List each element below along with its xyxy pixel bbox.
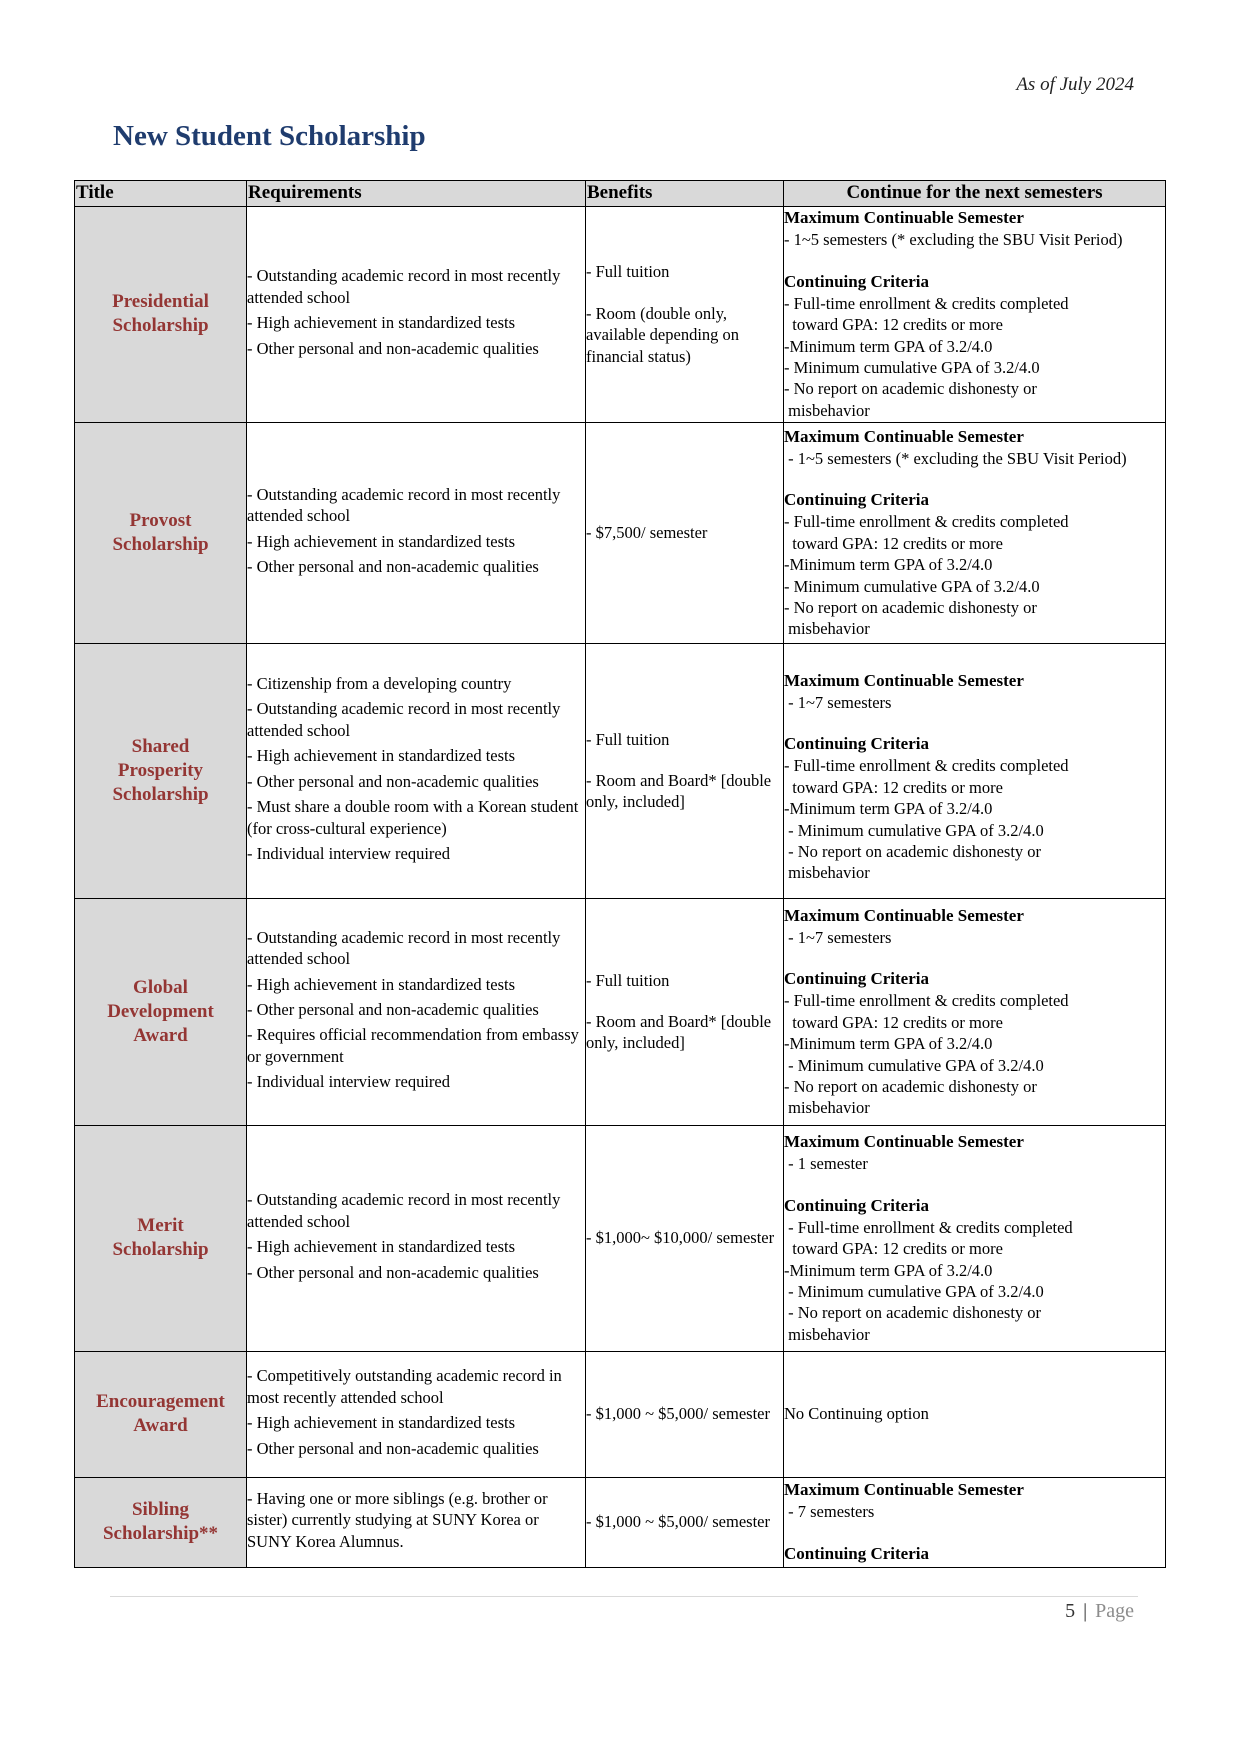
requirement-item: - Outstanding academic record in most recently attended school <box>247 484 561 526</box>
continue-heading: Continuing Criteria <box>784 1543 929 1563</box>
requirement-item: - Other personal and non-academic qualities <box>247 1262 539 1282</box>
continue-item: - 1~5 semesters (* excluding the SBU Visit Period) <box>784 230 1123 250</box>
footer-divider <box>110 1596 1138 1597</box>
continue-cell <box>784 206 1166 422</box>
title-line: Shared <box>131 736 190 758</box>
continue-heading: Continuing Criteria <box>784 734 929 754</box>
continue-item: - Minimum cumulative GPA of 3.2/4.0 <box>784 358 1040 377</box>
title-line: Scholarship <box>112 1239 209 1261</box>
continue-heading: Maximum Continuable Semester <box>784 426 1024 446</box>
title-line: Scholarship <box>112 533 209 555</box>
requirement-item: - High achievement in standardized tests <box>247 531 516 551</box>
continue-item: -Minimum term GPA of 3.2/4.0 <box>784 1260 993 1280</box>
continue-item: -Minimum term GPA of 3.2/4.0 <box>784 336 993 356</box>
spacer <box>784 251 1165 271</box>
continue-heading: Maximum Continuable Semester <box>784 905 1024 925</box>
spacer <box>586 750 783 770</box>
requirements-cell <box>247 898 586 1125</box>
continue-item: - Minimum cumulative GPA of 3.2/4.0 <box>784 576 1040 596</box>
spacer <box>784 948 1165 968</box>
benefit-item: - $1,000~ $10,000/ semester <box>586 1228 775 1248</box>
requirement-item: - High achievement in standardized tests <box>247 746 516 766</box>
continue-item: - 7 semesters <box>784 1502 875 1522</box>
continue-cell <box>784 1351 1166 1477</box>
as-of-date: As of July 2024 <box>1016 74 1134 95</box>
table-row <box>75 898 1166 1125</box>
table-row <box>75 1477 1166 1567</box>
title-line: Award <box>133 1415 188 1437</box>
continue-heading: Maximum Continuable Semester <box>784 1480 1024 1500</box>
continue-item: - Minimum cumulative GPA of 3.2/4.0 <box>784 1055 1044 1075</box>
requirement-item: - Other personal and non-academic qualities <box>247 999 539 1019</box>
benefit-item: - $1,000 ~ $5,000/ semester <box>586 1404 770 1424</box>
requirement-item: - High achievement in standardized tests <box>247 313 516 333</box>
benefits-cell <box>586 1477 784 1567</box>
page-title: New Student Scholarship <box>113 120 426 152</box>
title-line: Award <box>133 1024 188 1046</box>
benefits-cell <box>586 1351 784 1477</box>
title-line: Scholarship <box>112 315 209 337</box>
requirements-cell <box>247 1125 586 1351</box>
continue-item: misbehavior <box>784 1324 870 1344</box>
benefit-item: - Full tuition <box>586 970 670 990</box>
continue-cell <box>784 643 1166 898</box>
requirement-item: - Other personal and non-academic qualities <box>247 338 539 358</box>
continue-heading: Maximum Continuable Semester <box>784 1132 1024 1152</box>
requirement-item: - High achievement in standardized tests <box>247 1237 516 1257</box>
continue-heading: Maximum Continuable Semester <box>784 208 1024 228</box>
title-line: Merit <box>137 1215 184 1237</box>
spacer <box>784 1175 1165 1195</box>
continue-item: - Minimum cumulative GPA of 3.2/4.0 <box>784 820 1044 840</box>
title-line: Global <box>133 977 188 999</box>
continue-item: - Full-time enrollment & credits completed <box>784 991 1069 1011</box>
continue-item: - 1~7 semesters <box>784 692 892 712</box>
continue-item: -Minimum term GPA of 3.2/4.0 <box>784 1034 993 1054</box>
title-line: Development <box>107 1000 214 1022</box>
scholarship-title <box>75 1125 247 1351</box>
requirements-cell <box>247 643 586 898</box>
table-row <box>75 643 1166 898</box>
continue-item: misbehavior <box>784 400 870 420</box>
title-line: Encouragement <box>96 1391 225 1413</box>
benefit-item: - Full tuition <box>586 729 670 749</box>
title-line: Provost <box>129 509 192 531</box>
requirement-item: - Other personal and non-academic qualities <box>247 557 539 577</box>
continue-cell <box>784 1125 1166 1351</box>
title-line: Scholarship** <box>102 1523 219 1545</box>
requirement-item: - Must share a double room with a Korean student (for cross-cultural experience) <box>247 797 579 838</box>
requirement-item: - Other personal and non-academic qualities <box>247 1438 539 1458</box>
scholarship-title <box>75 206 247 422</box>
continue-item: - Full-time enrollment & credits completed <box>784 512 1069 532</box>
scholarship-table <box>74 180 1166 1568</box>
continue-item: - Full-time enrollment & credits completed <box>784 1217 1073 1237</box>
title-line: Prosperity <box>117 759 204 781</box>
continue-heading: Continuing Criteria <box>784 490 929 510</box>
continue-item: - No report on academic dishonesty or <box>784 379 1037 399</box>
continue-item: - Full-time enrollment & credits completed <box>784 293 1069 313</box>
requirement-item: - Individual interview required <box>247 844 450 863</box>
continue-heading: Continuing Criteria <box>784 1195 929 1215</box>
scholarship-title <box>75 422 247 643</box>
benefits-cell <box>586 1125 784 1351</box>
title-line: Scholarship <box>112 783 209 805</box>
requirements-cell <box>247 422 586 643</box>
requirements-cell <box>247 206 586 422</box>
scholarship-title <box>75 1351 247 1477</box>
page-label: Page <box>1095 1600 1134 1622</box>
requirement-item: - High achievement in standardized tests <box>247 1413 516 1433</box>
continue-item: - 1~5 semesters (* excluding the SBU Visit Period) <box>784 448 1127 468</box>
continue-item: misbehavior <box>784 619 870 639</box>
requirement-item: - Outstanding academic record in most recently attended school <box>247 927 561 969</box>
requirement-item: - Other personal and non-academic qualities <box>247 771 539 791</box>
continue-item: No Continuing option <box>784 1404 929 1424</box>
continue-cell <box>784 898 1166 1125</box>
continue-cell <box>784 1477 1166 1567</box>
continue-item: toward GPA: 12 credits or more <box>784 533 1003 553</box>
requirement-item: - Competitively outstanding academic record in most recently attended school <box>247 1366 562 1407</box>
requirements-cell <box>247 1351 586 1477</box>
continue-cell <box>784 422 1166 643</box>
scholarship-title <box>75 643 247 898</box>
spacer <box>586 283 783 303</box>
benefits-cell <box>586 898 784 1125</box>
continue-item: -Minimum term GPA of 3.2/4.0 <box>784 799 993 819</box>
continue-item: - No report on academic dishonesty or <box>784 1076 1037 1096</box>
title-line: Sibling <box>131 1499 190 1521</box>
benefits-cell <box>586 422 784 643</box>
requirement-item: - Individual interview required <box>247 1072 450 1092</box>
table-row <box>75 206 1166 422</box>
spacer <box>784 713 1165 733</box>
continue-item: - No report on academic dishonesty or <box>784 597 1037 617</box>
scholarship-title <box>75 898 247 1125</box>
benefit-item: - $7,500/ semester <box>586 522 708 542</box>
requirement-item: - Outstanding academic record in most recently attended school <box>247 266 561 307</box>
continue-heading: Continuing Criteria <box>784 271 929 291</box>
requirements-cell <box>247 1477 586 1567</box>
benefit-item: - Room and Board* [double only, included] <box>586 770 772 812</box>
continue-item: - Minimum cumulative GPA of 3.2/4.0 <box>784 1282 1044 1301</box>
title-line: Presidential <box>112 291 209 313</box>
page-number: 5 <box>1065 1600 1076 1622</box>
continue-item: -Minimum term GPA of 3.2/4.0 <box>784 555 993 575</box>
header-requirements: Requirements <box>247 181 586 207</box>
continue-item: misbehavior <box>784 863 870 883</box>
continue-heading: Continuing Criteria <box>784 969 929 989</box>
table-row <box>75 1351 1166 1477</box>
table-row <box>75 422 1166 643</box>
requirement-item: - Citizenship from a developing country <box>247 673 512 693</box>
benefit-item: - $1,000 ~ $5,000/ semester <box>586 1512 770 1532</box>
continue-item: toward GPA: 12 credits or more <box>784 1012 1003 1032</box>
spacer <box>586 991 783 1011</box>
requirement-item: - Outstanding academic record in most recently attended school <box>247 1190 561 1231</box>
continue-item: - 1~7 semesters <box>784 927 892 947</box>
continue-heading: Maximum Continuable Semester <box>784 670 1024 690</box>
header-continue: Continue for the next semesters <box>784 181 1166 207</box>
requirement-item: - Requires official recommendation from embassy or government <box>247 1025 579 1066</box>
table-row <box>75 1125 1166 1351</box>
continue-item: toward GPA: 12 credits or more <box>784 1239 1003 1259</box>
header-benefits: Benefits <box>586 181 784 207</box>
requirement-item: - Having one or more siblings (e.g. brother or sister) currently studying at SUNY Korea or SUNY Korea Alumnus. <box>247 1489 548 1551</box>
table-header-row <box>75 181 1166 207</box>
benefit-item: - Full tuition <box>586 262 670 282</box>
benefit-item: - Room and Board* [double only, included] <box>586 1011 772 1053</box>
scholarship-title <box>75 1477 247 1567</box>
benefits-cell <box>586 206 784 422</box>
header-title: Title <box>75 181 247 207</box>
spacer <box>784 469 1165 489</box>
requirement-item: - High achievement in standardized tests <box>247 974 516 994</box>
spacer <box>784 1523 1165 1543</box>
benefits-cell <box>586 643 784 898</box>
continue-item: toward GPA: 12 credits or more <box>784 777 1003 797</box>
continue-item: - Full-time enrollment & credits completed <box>784 756 1069 776</box>
benefit-item: - Room (double only, available depending on financial status) <box>586 303 740 366</box>
continue-item: toward GPA: 12 credits or more <box>784 315 1003 335</box>
continue-item: - No report on academic dishonesty or <box>784 841 1042 861</box>
continue-item: - No report on academic dishonesty or <box>784 1303 1042 1323</box>
footer-separator: | <box>1083 1600 1088 1622</box>
continue-item: misbehavior <box>784 1098 870 1118</box>
continue-item: - 1 semester <box>784 1154 868 1174</box>
requirement-item: - Outstanding academic record in most recently attended school <box>247 699 561 740</box>
page-footer <box>1065 1600 1134 1623</box>
